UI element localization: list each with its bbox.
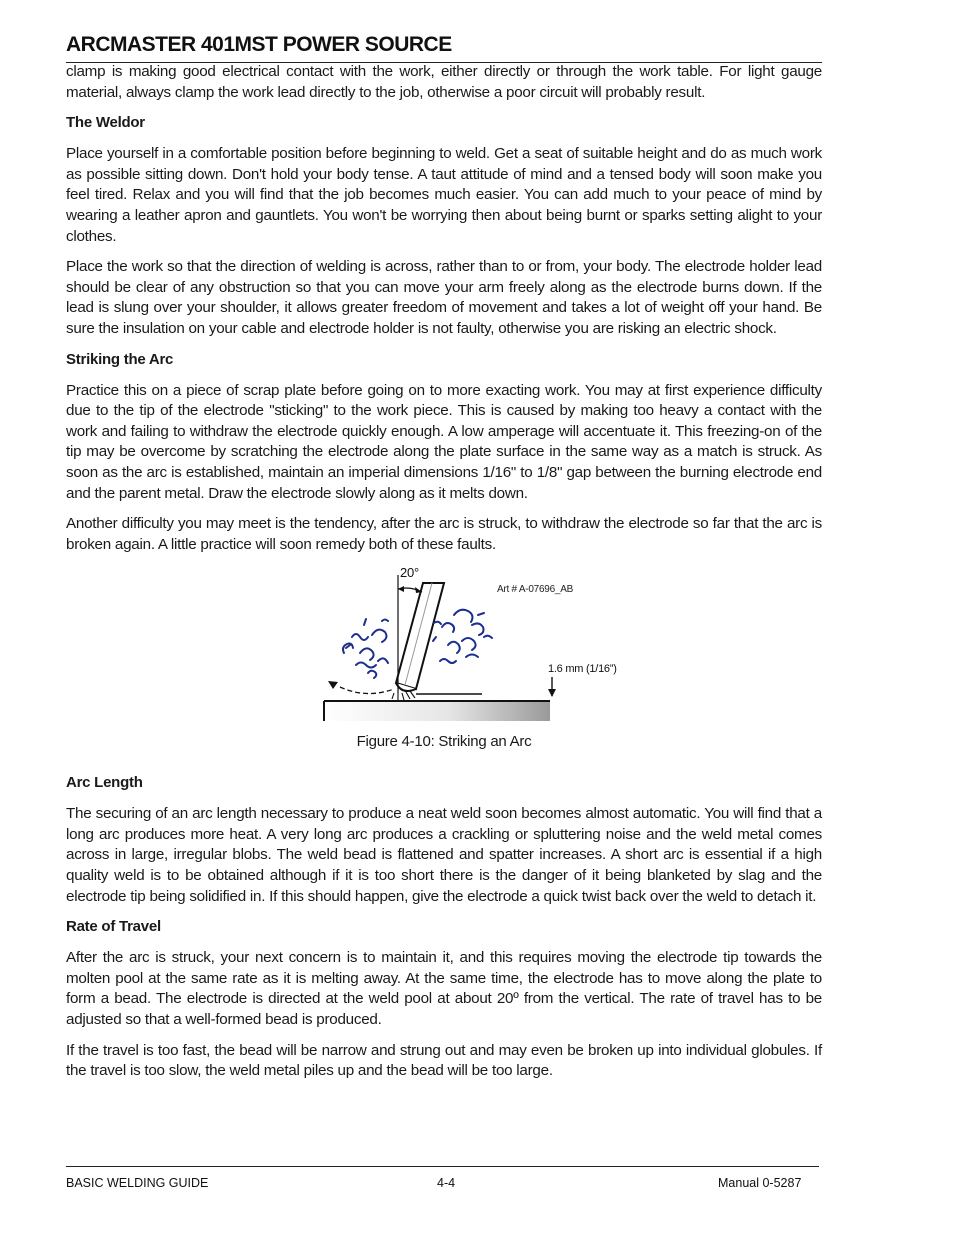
angle-arrow-left [398, 586, 404, 592]
paragraph-weldor-2: Place the work so that the direction of welding is across, rather than to or from, your body. The electrode holder lead should be clear of any obstruction so that you can move your arm freely along as the electrode burns down. If the lead is slung over your shoulder, it allows greater freedom of movement and takes a lot of weight off your hand. Be sure the insulation on your cable and electrode holder is not faulty, otherwise you are risking an electric shock. [66, 258, 822, 337]
footer-page-number: 4-4 [437, 1176, 456, 1190]
heading-arc-length: Arc Length [66, 774, 143, 792]
heading-rate-of-travel: Rate of Travel [66, 918, 161, 936]
paragraph-weldor-1: Place yourself in a comfortable position before beginning to weld. Get a seat of suitable height and do as much work as possible sitting down. Don't hold your body tense. A taut attitude of mind and a tensed body will soon make you feel tired. Relax and you will find that the job becomes much easier. You can add much to your peace of mind by wearing a leather apron and gauntlets. You won't be worrying then about being burnt or sparks setting alight to your clothes. [66, 145, 822, 245]
heading-the-weldor: The Weldor [66, 114, 145, 132]
footer-rule [66, 1166, 819, 1167]
page-header-title: ARCMASTER 401MST POWER SOURCE [66, 33, 452, 56]
paragraph-striking-2: Another difficulty you may meet is the tendency, after the arc is struck, to withdraw the electrode so far that the arc is broken again. A little practice will soon remedy both of these faults. [66, 515, 822, 553]
art-number: Art # A-07696_AB [497, 584, 574, 596]
paragraph-arc-length: The securing of an arc length necessary to produce a neat weld soon becomes almost automatic. You will find that a long arc produces more heat. A very long arc produces a crackling or spluttering noise and the weld metal comes across in large, irregular blobs. The weld bead is flattened and spatter increases. A short arc is essential if a high quality weld is to be obtained although if it is too short there is the danger of it being blanketed by slag and the electrode tip being solidified in. If this should happen, give the electrode a quick twist back over the weld to detach it. [66, 805, 822, 905]
fume-cloud-right [433, 610, 492, 663]
gap-arrow-head [548, 689, 556, 697]
footer-guide-title: BASIC WELDING GUIDE [66, 1176, 209, 1190]
paragraph-rate-2: If the travel is too fast, the bead will be narrow and strung out and may even be broken up into individual globules. If the travel is too slow, the weld metal piles up and the bead will be too large. [66, 1041, 822, 1080]
base-plate [324, 701, 550, 721]
travel-direction-arc [340, 687, 394, 694]
figure-striking-an-arc [66, 565, 822, 765]
page-content [66, 62, 822, 1092]
arc-sparks [392, 691, 415, 700]
fume-cloud-left [343, 619, 388, 678]
paragraph-rate-1: After the arc is struck, your next concern is to maintain it, and this requires moving the electrode tip towards the molten pool at the same rate as it is melting away. At the same time, the electrode has to move along the plate to form a bead. The electrode is directed at the weld pool at about 20º from the vertical. The rate of travel has to be adjusted so that a well-formed bead is produced. [66, 949, 822, 1029]
gap-label: 1.6 mm (1/16”) [548, 663, 617, 676]
angle-label: 20° [400, 565, 419, 581]
striking-arc-illustration [316, 565, 636, 725]
travel-direction-arrow [328, 681, 338, 689]
heading-striking-the-arc: Striking the Arc [66, 350, 174, 368]
paragraph-striking-1: Practice this on a piece of scrap plate before going on to more exacting work. You may at first experience difficulty due to the tip of the electrode "sticking" to the work piece. This is caused by making too heavy a contact with the work and failing to withdraw the electrode quickly enough. A low amperage will accentuate it. This freezing-on of the tip may be overcome by scratching the electrode along the plate surface in the same way as a match is struck. As soon as the arc is established, maintain an imperial dimensions 1/16" to 1/8" gap between the burning electrode end and the parent metal. Draw the electrode slowly along as it melts down. [66, 381, 822, 502]
figure-caption: Figure 4-10: Striking an Arc [356, 733, 532, 751]
paragraph-intro: clamp is making good electrical contact with the work, either directly or through the work table. For light gauge material, always clamp the work lead directly to the job, otherwise a poor circuit will probably result. [66, 63, 822, 101]
footer-manual-number: Manual 0-5287 [718, 1176, 802, 1190]
